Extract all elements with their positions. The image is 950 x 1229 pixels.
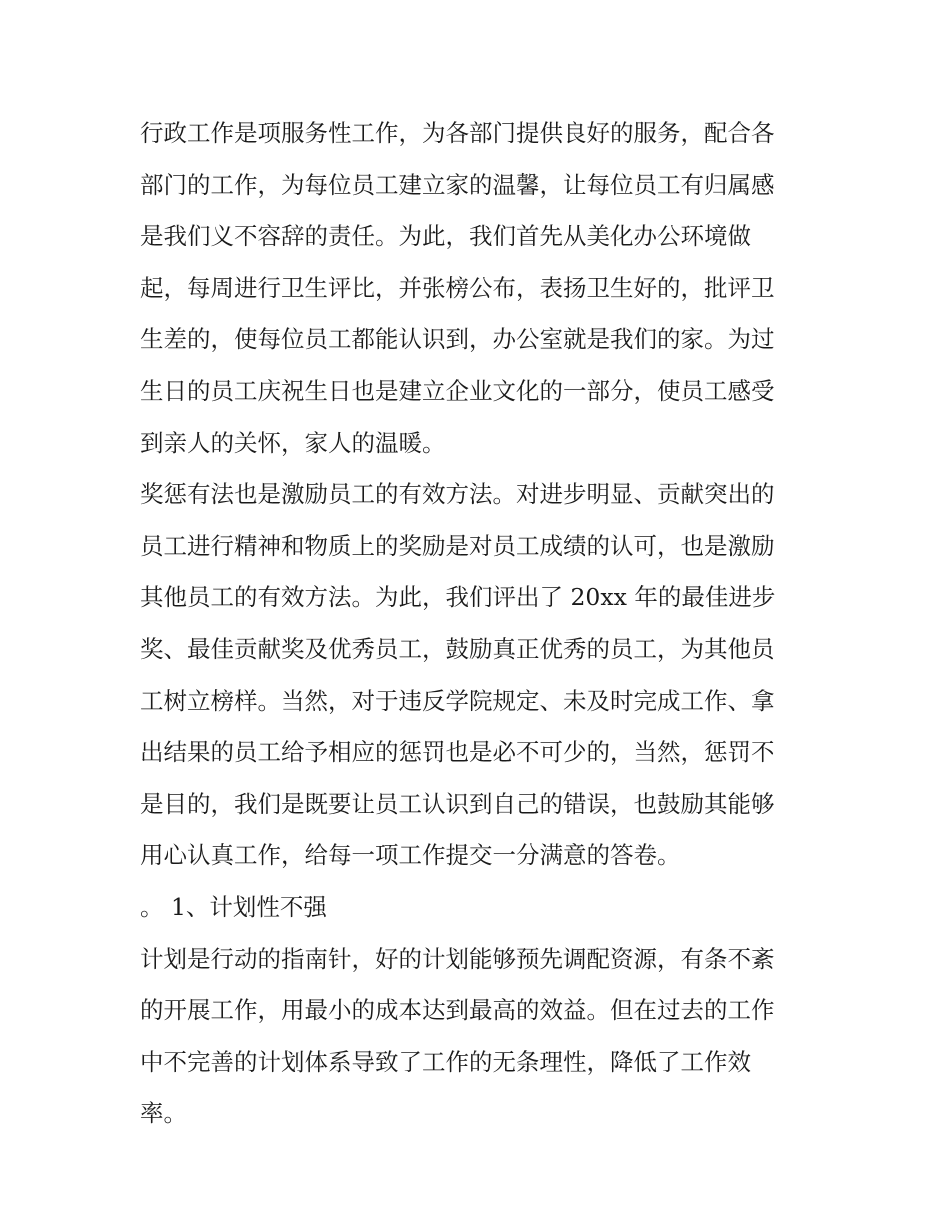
text-line: 计划是行动的指南针，好的计划能够预先调配资源，有条不紊 [140,944,775,973]
text-line: 生差的，使每位员工都能认识到，办公室就是我们的家。为过 [140,325,775,354]
text-line: 出结果的员工给予相应的惩罚也是必不可少的，当然，惩罚不 [140,738,775,767]
document-body [140,108,820,1140]
text-line: 到亲人的关怀，家人的温暖。 [140,428,446,457]
text-line: 行政工作是项服务性工作，为各部门提供良好的服务，配合各 [140,119,775,147]
text-line: 其他员工的有效方法。为此，我们评出了 20xx 年的最佳进步 [140,583,776,612]
text-line: 奖惩有法也是激励员工的有效方法。对进步明显、贡献突出的 [140,480,775,509]
paragraph-planning [140,934,820,1140]
text-line: 用心认真工作，给每一项工作提交一分满意的答卷。 [140,841,681,870]
text-line: 是我们义不容辞的责任。为此，我们首先从美化办公环境做 [140,222,751,251]
text-line: 起，每周进行卫生评比，并张榜公布，表扬卫生好的，批评卫 [140,273,775,302]
text-line: 的开展工作，用最小的成本达到最高的效益。但在过去的工作 [140,996,775,1025]
paragraph-workplace-culture [140,108,820,469]
text-line: 率。 [140,1099,187,1128]
text-line: 。 1、计划性不强 [140,892,327,921]
text-line: 是目的，我们是既要让员工认识到自己的错误，也鼓励其能够 [140,789,775,818]
text-line: 员工进行精神和物质上的奖励是对员工成绩的认可，也是激励 [140,531,775,560]
text-line: 部门的工作，为每位员工建立家的温馨，让每位员工有归属感 [140,170,775,199]
section-heading-planning [140,882,820,934]
text-line: 生日的员工庆祝生日也是建立企业文化的一部分，使员工感受 [140,376,775,405]
paragraph-rewards-penalties [140,469,820,882]
text-line: 奖、最佳贡献奖及优秀员工，鼓励真正优秀的员工，为其他员 [140,634,775,663]
text-line: 中不完善的计划体系导致了工作的无条理性，降低了工作效 [140,1047,751,1076]
text-line: 工树立榜样。当然，对于违反学院规定、未及时完成工作、拿 [140,686,775,715]
